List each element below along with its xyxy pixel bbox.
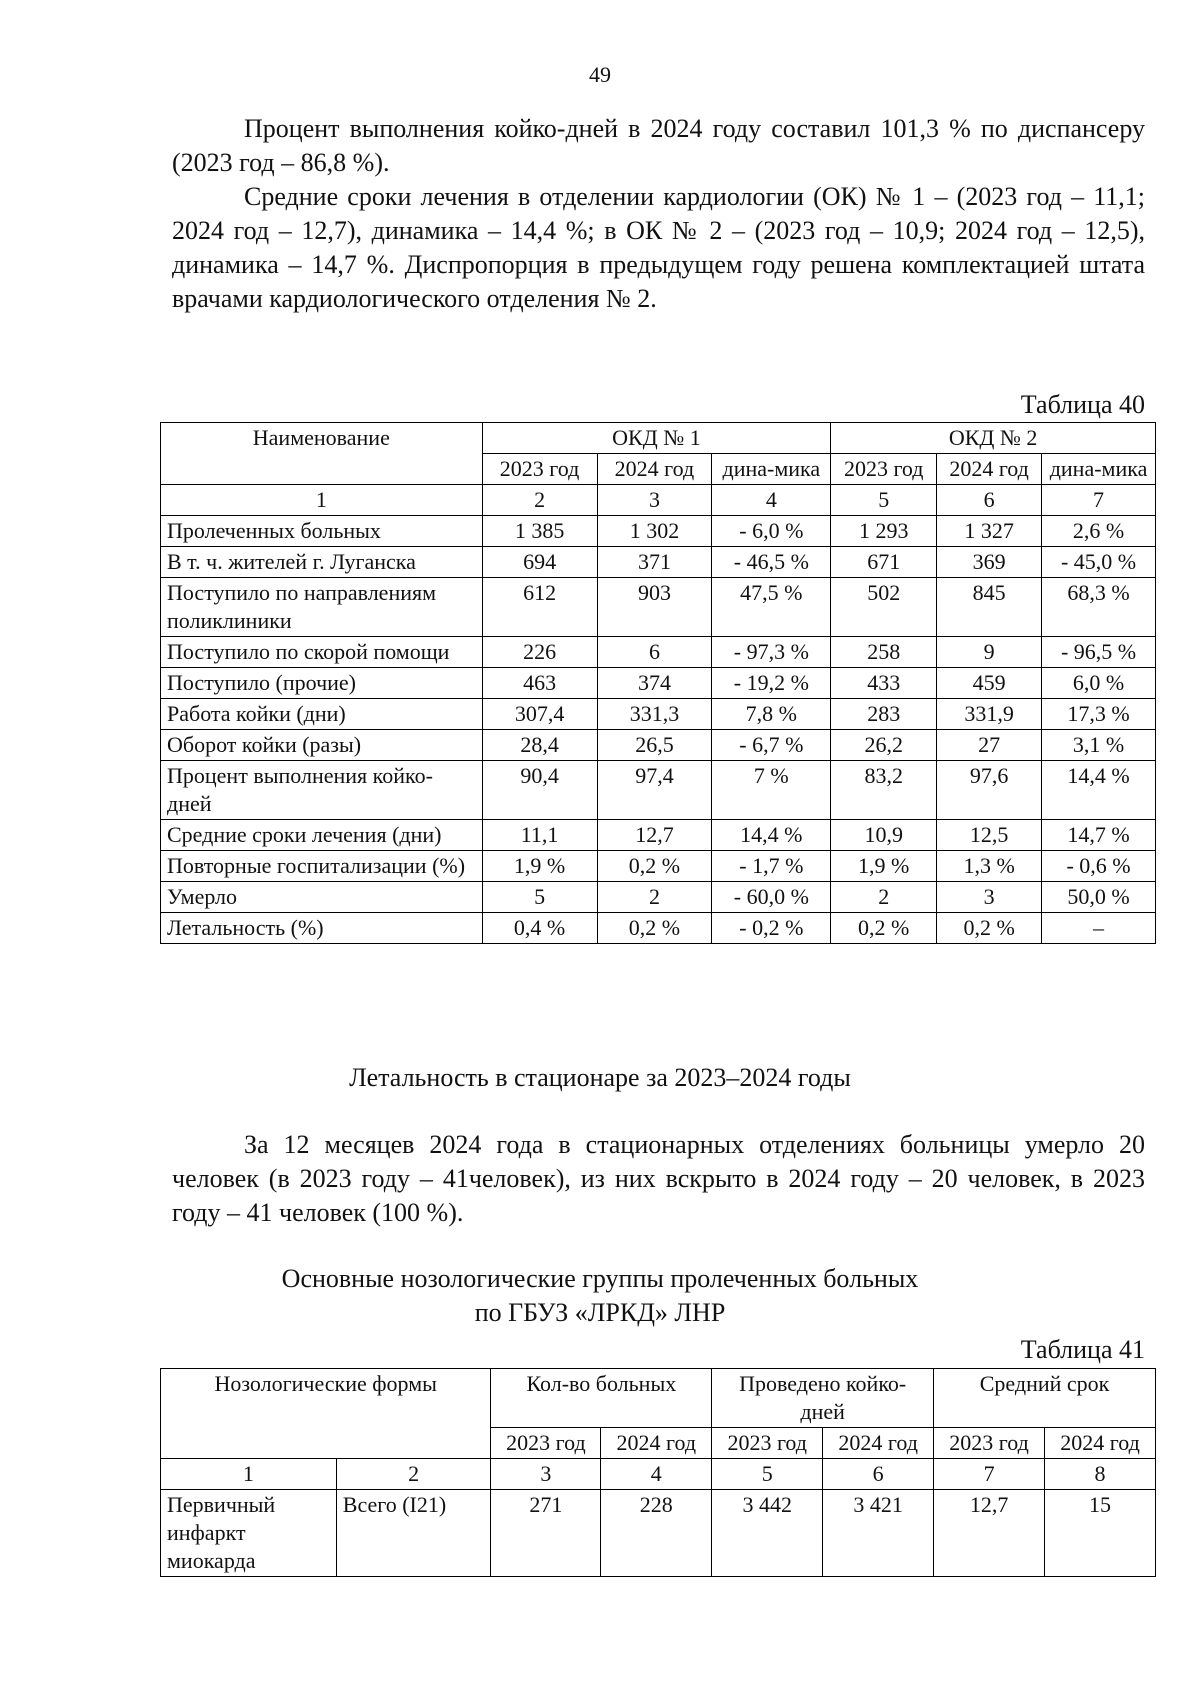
column-number: 5 [712,1459,823,1490]
header-dynamics: дина-мика [1042,454,1156,485]
table-cell: 3 421 [823,1490,934,1577]
page-number: 49 [589,62,611,87]
table-row [161,1490,1156,1577]
header-bed-days: Проведено койко-дней [712,1369,934,1428]
table-cell: - 60,0 % [712,882,831,913]
table-cell: 271 [491,1490,601,1577]
table-row [161,668,1156,699]
table-40 [160,422,1156,944]
table-41-caption: Таблица 41 [1020,1335,1145,1364]
paragraph-treatment-terms: Средние сроки лечения в отделении кардиологии (ОК) № 1 – (2023 год – 11,1; 2024 год – 12,7), динамика – 14,4 %; в ОК № 2 – (2023 год – 10,9; 2024 год – 12,5), динамика – 14,7 %. Диспропорция в предыдущем году решена комплектацией штата врачами кардиологического отделения № 2. [172,182,1145,313]
row-label: Поступило по направлениям поликлиники [161,578,483,637]
table-cell: 90,4 [482,761,597,820]
table-cell: 10,9 [831,820,937,851]
column-number: 4 [601,1459,712,1490]
column-number: 7 [1042,485,1156,516]
table-cell: 0,2 % [597,913,712,944]
table-row [161,730,1156,761]
table-cell: 14,4 % [1042,761,1156,820]
header-average-term: Средний срок [934,1369,1156,1428]
groups-heading-line-1: Основные нозологические группы пролеченных больных [281,1264,919,1293]
table-cell: 14,4 % [712,820,831,851]
table-row [161,913,1156,944]
header-patients: Кол-во больных [491,1369,712,1428]
table-cell: 0,2 % [937,913,1042,944]
table-cell: 7,8 % [712,699,831,730]
table-cell: 258 [831,637,937,668]
table-cell: 97,6 [937,761,1042,820]
row-label: Первичный инфаркт миокарда [161,1490,337,1577]
table-cell: 0,2 % [597,851,712,882]
table-cell: 0,4 % [482,913,597,944]
header-2023: 2023 год [482,454,597,485]
table-cell: 283 [831,699,937,730]
table-cell: 2,6 % [1042,516,1156,547]
table-cell: 671 [831,547,937,578]
table-cell: 459 [937,668,1042,699]
table-cell: 1 302 [597,516,712,547]
table-cell: 371 [597,547,712,578]
column-number: 6 [937,485,1042,516]
table-cell: - 96,5 % [1042,637,1156,668]
header-okd2: ОКД № 2 [831,423,1156,454]
table-cell: - 6,7 % [712,730,831,761]
column-number: 4 [712,485,831,516]
table-cell: 1 327 [937,516,1042,547]
table-cell: 17,3 % [1042,699,1156,730]
mortality-heading: Летальность в стационаре за 2023–2024 годы [349,1063,851,1092]
table-cell: 15 [1045,1490,1156,1577]
table-row [161,882,1156,913]
table-row [161,820,1156,851]
row-label: Поступило (прочие) [161,668,483,699]
table-cell: - 45,0 % [1042,547,1156,578]
table-cell: 28,4 [482,730,597,761]
paragraph-mortality: За 12 месяцев 2024 года в стационарных отделениях больницы умерло 20 человек (в 2023 году – 41человек), из них вскрыто в 2024 году – 20 человек, в 2023 году – 41 человек (100 %). [172,1130,1145,1227]
table-row [161,547,1156,578]
table-row [161,516,1156,547]
table-cell: 7 % [712,761,831,820]
table-cell: - 1,7 % [712,851,831,882]
table-cell: 9 [937,637,1042,668]
table-cell: – [1042,913,1156,944]
column-numbers-row [161,485,1156,516]
table-row [161,637,1156,668]
column-number: 1 [161,1459,337,1490]
table-cell: 228 [601,1490,712,1577]
table-40-caption: Таблица 40 [1020,390,1145,419]
row-label: Процент выполнения койко-дней [161,761,483,820]
header-2024: 2024 год [597,454,712,485]
table-cell: 26,2 [831,730,937,761]
table-row [161,761,1156,820]
table-cell: 68,3 % [1042,578,1156,637]
table-cell: 463 [482,668,597,699]
table-row [161,578,1156,637]
table-cell: 26,5 [597,730,712,761]
groups-heading-line-2: по ГБУЗ «ЛРКД» ЛНР [474,1298,726,1327]
header-2024: 2024 год [823,1428,934,1459]
table-cell: 47,5 % [712,578,831,637]
header-2024: 2024 год [937,454,1042,485]
column-number: 2 [336,1459,491,1490]
table-cell: 3 442 [712,1490,823,1577]
table-cell: 1,9 % [482,851,597,882]
column-number: 8 [1045,1459,1156,1490]
table-cell: 1,9 % [831,851,937,882]
table-cell: - 0,6 % [1042,851,1156,882]
column-number: 5 [831,485,937,516]
row-label: Оборот койки (разы) [161,730,483,761]
table-cell: 369 [937,547,1042,578]
table-cell: 50,0 % [1042,882,1156,913]
table-cell: 12,7 [934,1490,1045,1577]
table-cell: 5 [482,882,597,913]
row-label: Средние сроки лечения (дни) [161,820,483,851]
table-cell: 3 [937,882,1042,913]
table-cell: - 97,3 % [712,637,831,668]
table-cell: 374 [597,668,712,699]
row-label: Повторные госпитализации (%) [161,851,483,882]
table-row [161,699,1156,730]
table-cell: 331,9 [937,699,1042,730]
table-cell: 307,4 [482,699,597,730]
table-cell: 83,2 [831,761,937,820]
header-okd1: ОКД № 1 [482,423,831,454]
table-row [161,851,1156,882]
table-cell: 226 [482,637,597,668]
column-number: 3 [597,485,712,516]
row-label: Поступило по скорой помощи [161,637,483,668]
table-cell: 694 [482,547,597,578]
header-2024: 2024 год [1045,1428,1156,1459]
header-name: Наименование [161,423,483,485]
table-cell: 6 [597,637,712,668]
row-label: Всего (I21) [336,1490,491,1577]
row-label: Летальность (%) [161,913,483,944]
table-cell: - 46,5 % [712,547,831,578]
table-cell: 0,2 % [831,913,937,944]
table-cell: 1 385 [482,516,597,547]
header-2023: 2023 год [831,454,937,485]
table-cell: - 0,2 % [712,913,831,944]
row-label: Работа койки (дни) [161,699,483,730]
table-cell: 845 [937,578,1042,637]
table-cell: 14,7 % [1042,820,1156,851]
column-numbers-row [161,1459,1156,1490]
column-number: 1 [161,485,483,516]
table-cell: 433 [831,668,937,699]
table-cell: 612 [482,578,597,637]
table-cell: 2 [597,882,712,913]
column-number: 6 [823,1459,934,1490]
table-cell: - 6,0 % [712,516,831,547]
table-cell: 1 293 [831,516,937,547]
header-forms: Нозологические формы [161,1369,491,1459]
header-2024: 2024 год [601,1428,712,1459]
table-cell: 12,7 [597,820,712,851]
table-cell: 97,4 [597,761,712,820]
paragraph-bed-days: Процент выполнения койко-дней в 2024 году составил 101,3 % по диспансеру (2023 год – 86,8 %). [172,114,1145,177]
table-cell: 12,5 [937,820,1042,851]
table-cell: 27 [937,730,1042,761]
header-2023: 2023 год [491,1428,601,1459]
table-cell: - 19,2 % [712,668,831,699]
header-2023: 2023 год [712,1428,823,1459]
row-label: Пролеченных больных [161,516,483,547]
table-cell: 2 [831,882,937,913]
header-2023: 2023 год [934,1428,1045,1459]
column-number: 3 [491,1459,601,1490]
row-label: В т. ч. жителей г. Луганска [161,547,483,578]
table-41 [160,1368,1156,1577]
table-cell: 6,0 % [1042,668,1156,699]
table-cell: 11,1 [482,820,597,851]
table-cell: 3,1 % [1042,730,1156,761]
column-number: 2 [482,485,597,516]
row-label: Умерло [161,882,483,913]
table-cell: 502 [831,578,937,637]
header-dynamics: дина-мика [712,454,831,485]
table-cell: 1,3 % [937,851,1042,882]
table-cell: 331,3 [597,699,712,730]
column-number: 7 [934,1459,1045,1490]
table-cell: 903 [597,578,712,637]
